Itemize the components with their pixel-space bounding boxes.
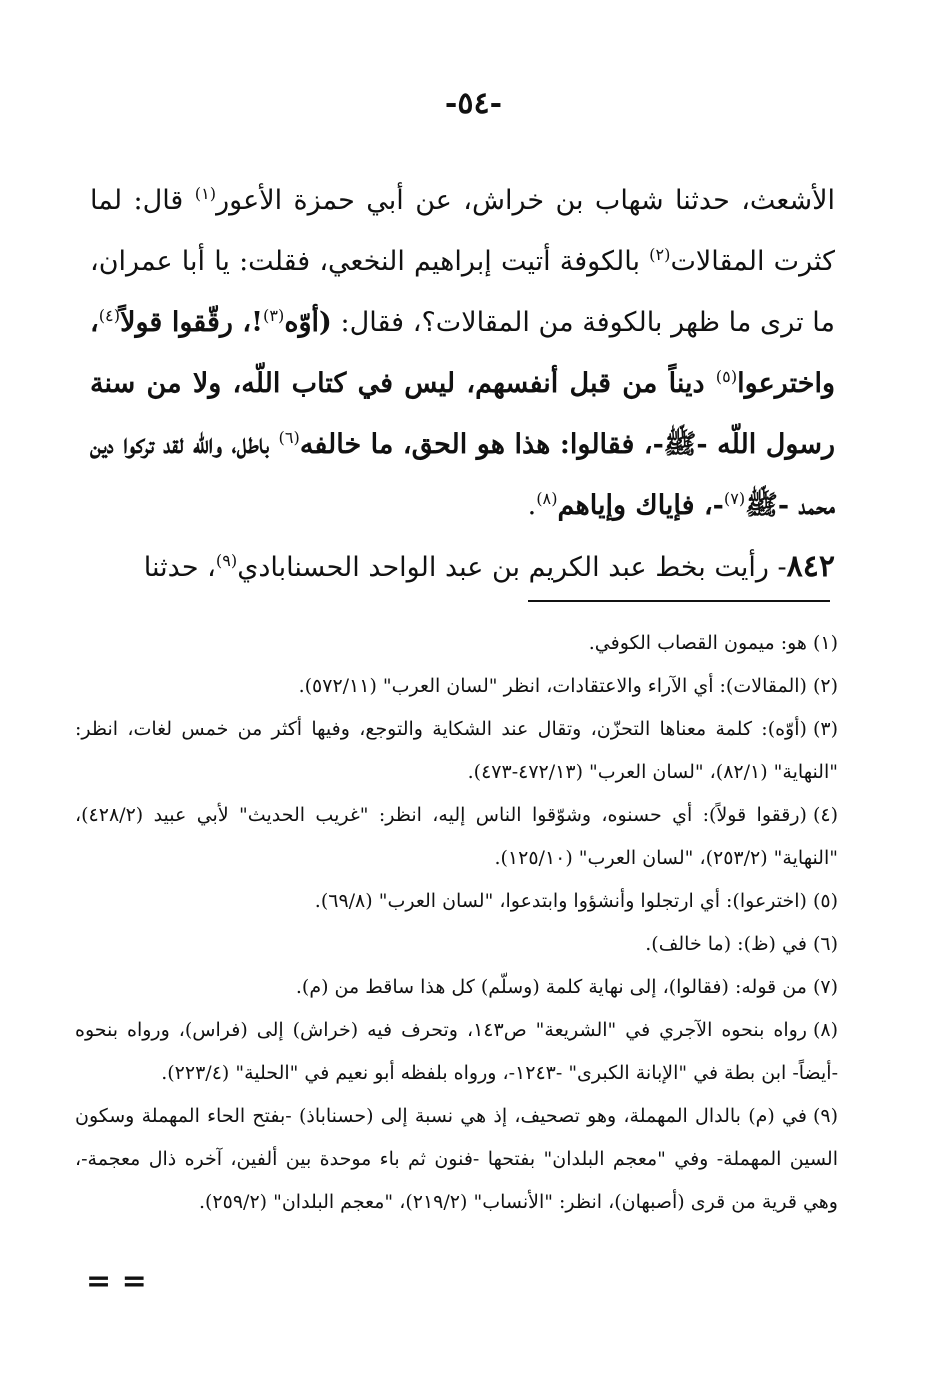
- paragraph-841: [90, 170, 835, 536]
- footnote-text: في (ظ): (ما خالف).: [645, 933, 807, 955]
- text-segment: ، حدثنا: [143, 552, 216, 583]
- footnote-ref[interactable]: (٥): [715, 367, 738, 386]
- main-text: [90, 170, 835, 598]
- footnote-divider: [528, 600, 830, 602]
- footnotes: [75, 622, 838, 1224]
- footnote-ref[interactable]: (١): [194, 184, 217, 203]
- text-segment: قال: لما كثرت المقالات: [90, 185, 835, 277]
- footnote-text: (أوّه): كلمة معناها التحزّن، وتقال عند الشكاية والتوجع، وفيها أكثر من خمس لغات، انظر: "النهاية" (٨٢/١)، "لسان العرب" (٤٧٢/١٣-٤٧٣).: [75, 718, 838, 783]
- footnote-ref[interactable]: (٤): [98, 306, 121, 325]
- footnote-text: (رققوا قولاً): أي حسنوه، وشوّقوا الناس إليه، انظر: "غريب الحديث" لأبي عبيد (٤٢٨/٢)، "النهاية" (٢٥٣/٢)، "لسان العرب" (١٢٥/١٠).: [75, 804, 838, 869]
- footnote-number: (٣): [812, 718, 838, 740]
- footnote-number: (٨): [812, 1019, 839, 1041]
- quote-segment: (أوّه: [284, 307, 332, 338]
- footnote-number: (٧): [812, 976, 838, 998]
- footnote-text: هو: ميمون القصاب الكوفي.: [588, 632, 807, 654]
- quote-segment: !، رقّقوا قولاً: [120, 307, 263, 338]
- footnote-ref[interactable]: (٦): [278, 428, 300, 447]
- footnote-text: رواه بنحوه الآجري في "الشريعة" ص١٤٣، وتحرف فيه (خراش) إلى (فراس)، ورواه بنحوه -أيضاً- ابن بطة في "الإبانة الكبرى" -١٢٤٣-، ورواه بلفظه أبو نعيم في "الحلية" (٢٢٣/٤).: [75, 1019, 838, 1084]
- paragraph-number: ٨٤٢: [786, 549, 835, 584]
- footnote-ref[interactable]: (٧): [723, 489, 746, 508]
- text-segment: الأشعث، حدثنا شهاب بن خراش، عن أبي حمزة الأعور: [216, 185, 835, 216]
- footnote-ref[interactable]: (٣): [263, 306, 285, 325]
- footnote-2: [75, 665, 838, 708]
- footnote-4: [75, 794, 838, 880]
- footnote-number: (٥): [812, 890, 838, 912]
- footnote-number: (٦): [812, 933, 838, 955]
- text-segment: بالكوفة أتيت إبراهيم النخعي، فقلت: يا أبا عمران، ما ترى ما ظهر بالكوفة من المقالات؟، فقال:: [90, 246, 835, 338]
- paragraph-842: [90, 536, 835, 598]
- footnote-ref[interactable]: (٩): [215, 551, 238, 570]
- quote-segment: ديناً من قبل أنفسهم، ليس في كتاب اللّه، ولا من سنة رسول اللّه -ﷺ-، فقالوا: هذا هو الحق، ما خالفه: [90, 368, 836, 460]
- footnote-text: من قوله: (فقالوا)، إلى نهاية كلمة (وسلّم) كل هذا ساقط من (م).: [295, 976, 807, 998]
- footnote-8: [75, 1009, 838, 1095]
- footnote-text: (المقالات): أي الآراء والاعتقادات، انظر "لسان العرب" (٥٧٢/١١).: [298, 675, 807, 697]
- footnote-7: [75, 966, 838, 1009]
- footnote-ref[interactable]: (٨): [536, 489, 558, 508]
- quote-segment: باطل، واللّه لقد تركوا دين محمد -ﷺ: [90, 429, 835, 521]
- footnote-number: (١): [812, 632, 838, 654]
- footnote-text: (اخترعوا): أي ارتجلوا وأنشؤوا وابتدعوا، "لسان العرب" (٦٩/٨).: [314, 890, 807, 912]
- footnote-text: في (م) بالدال المهملة، وهو تصحيف، إذ هي نسبة إلى (حسناباذ) -بفتح الحاء المهملة وسكون السين المهملة- وفي "معجم البلدان" بفتحها -فنون ثم باء موحدة بين ألفين، آخره ذال معجمة-، وهي قرية من قرى (أصبهان)، انظر: "الأنساب" (٢١٩/٢)، "معجم البلدان" (٢٥٩/٢).: [75, 1105, 838, 1213]
- footnote-3: [75, 708, 838, 794]
- footnote-ref[interactable]: (٢): [649, 245, 671, 264]
- text-segment: .: [527, 490, 537, 521]
- page-number: -٥٤-: [444, 86, 503, 121]
- footnote-5: [75, 880, 838, 923]
- continuation-mark: = =: [86, 1264, 147, 1299]
- quote-segment: ، واخترعوا: [90, 307, 835, 399]
- footnote-1: [75, 622, 838, 665]
- footnote-6: [75, 923, 838, 966]
- text-segment: - رأيت بخط عبد الكريم بن عبد الواحد الحسنابادي: [237, 552, 787, 583]
- footnote-number: (٤): [812, 804, 838, 826]
- quote-segment: -، فإياك وإياهم: [557, 490, 724, 521]
- footnote-9: [75, 1095, 838, 1224]
- footnote-number: (٩): [812, 1105, 838, 1127]
- footnote-number: (٢): [812, 675, 838, 697]
